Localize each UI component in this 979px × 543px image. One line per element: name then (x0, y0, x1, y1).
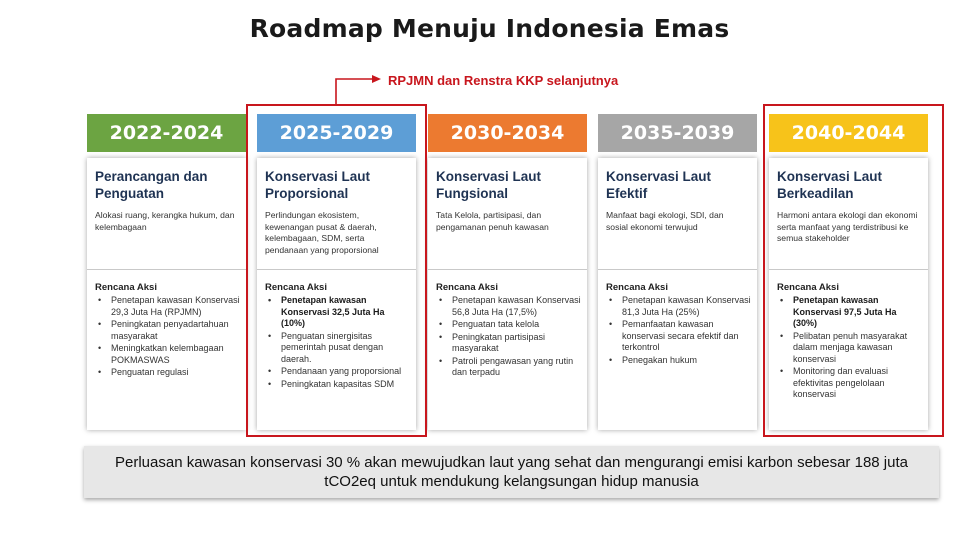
card-divider (598, 269, 757, 270)
action-item: • Pelibatan penuh masyarakat dalam menjaga kawasan konservasi (777, 331, 922, 366)
phase-heading: Konservasi Laut Efektif (606, 169, 712, 201)
action-item: • Penetapan kawasan Konservasi 32,5 Juta Ha (10%) (265, 295, 410, 330)
summary-banner: Perluasan kawasan konservasi 30 % akan mewujudkan laut yang sehat dan mengurangi emisi karbon sebesar 188 juta tCO2eq untuk mendukung kelangsungan hidup manusia (84, 446, 939, 498)
card-divider (87, 269, 246, 270)
phase-heading: Konservasi Laut Fungsional (436, 169, 542, 201)
action-item: • Penetapan kawasan Konservasi 97,5 Juta Ha (30%) (777, 295, 922, 330)
rencana-aksi-label: Rencana Aksi (95, 282, 157, 293)
action-list (95, 295, 240, 379)
card-divider (428, 269, 587, 270)
year-banner: 2022-2024 (87, 114, 246, 152)
year-banner: 2030-2034 (428, 114, 587, 152)
phase-heading: Perancangan dan Penguatan (95, 169, 208, 201)
phase-heading: Konservasi Laut Proporsional (265, 169, 371, 201)
action-item: • Penetapan kawasan Konservasi 81,3 Juta Ha (25%) (606, 295, 751, 318)
rencana-aksi-label: Rencana Aksi (265, 282, 327, 293)
phase-card (428, 158, 587, 430)
action-item: • Peningkatan kapasitas SDM (265, 379, 410, 391)
action-item: • Peningkatan penyadartahuan masyarakat (95, 319, 240, 342)
phase-description: Alokasi ruang, kerangka hukum, dan kelembagaan (95, 210, 235, 232)
rencana-aksi-label: Rencana Aksi (777, 282, 839, 293)
phase-description: Tata Kelola, partisipasi, dan pengamanan penuh kawasan (436, 210, 549, 232)
action-item: • Pendanaan yang proporsional (265, 366, 410, 378)
action-item: • Penetapan kawasan Konservasi 29,3 Juta Ha (RPJMN) (95, 295, 240, 318)
action-item: • Penguatan sinergisitas pemerintah pusat dengan daerah. (265, 331, 410, 366)
action-item: • Monitoring dan evaluasi efektivitas pengelolaan konservasi (777, 366, 922, 401)
action-item: • Penegakan hukum (606, 355, 751, 367)
action-list (436, 295, 581, 379)
phase-card (598, 158, 757, 430)
rencana-aksi-label: Rencana Aksi (436, 282, 498, 293)
callout-label: RPJMN dan Renstra KKP selanjutnya (388, 73, 619, 88)
page-title: Roadmap Menuju Indonesia Emas (249, 14, 730, 43)
action-item: • Penguatan tata kelola (436, 319, 581, 331)
action-list (606, 295, 751, 366)
action-item: • Pemanfaatan kawasan konservasi secara efektif dan terkontrol (606, 319, 751, 354)
year-banner: 2025-2029 (257, 114, 416, 152)
highlight-frame-2040 (763, 104, 944, 437)
action-item: • Meningkatkan kelembagaan POKMASWAS (95, 343, 240, 366)
action-item: • Peningkatan partisipasi masyarakat (436, 332, 581, 355)
action-item: • Penetapan kawasan Konservasi 56,8 Juta Ha (17,5%) (436, 295, 581, 318)
phase-description: Manfaat bagi ekologi, SDI, dan sosial ekonomi terwujud (606, 210, 724, 232)
year-banner: 2040-2044 (769, 114, 928, 152)
phase-description: Perlindungan ekosistem, kewenangan pusat & daerah, kelembagaan, SDM, serta pendanaan yang proporsional (265, 210, 379, 255)
rencana-aksi-label: Rencana Aksi (606, 282, 668, 293)
phase-heading: Konservasi Laut Berkeadilan (777, 169, 883, 201)
callout-arrow-icon (0, 0, 979, 120)
action-item: • Patroli pengawasan yang rutin dan terpadu (436, 356, 581, 379)
action-item: • Penguatan regulasi (95, 367, 240, 379)
highlight-frame-2025 (246, 104, 427, 437)
year-banner: 2035-2039 (598, 114, 757, 152)
phase-description: Harmoni antara ekologi dan ekonomi serta manfaat yang terdistribusi ke semua stakeholder (777, 210, 918, 243)
phase-card (87, 158, 246, 430)
